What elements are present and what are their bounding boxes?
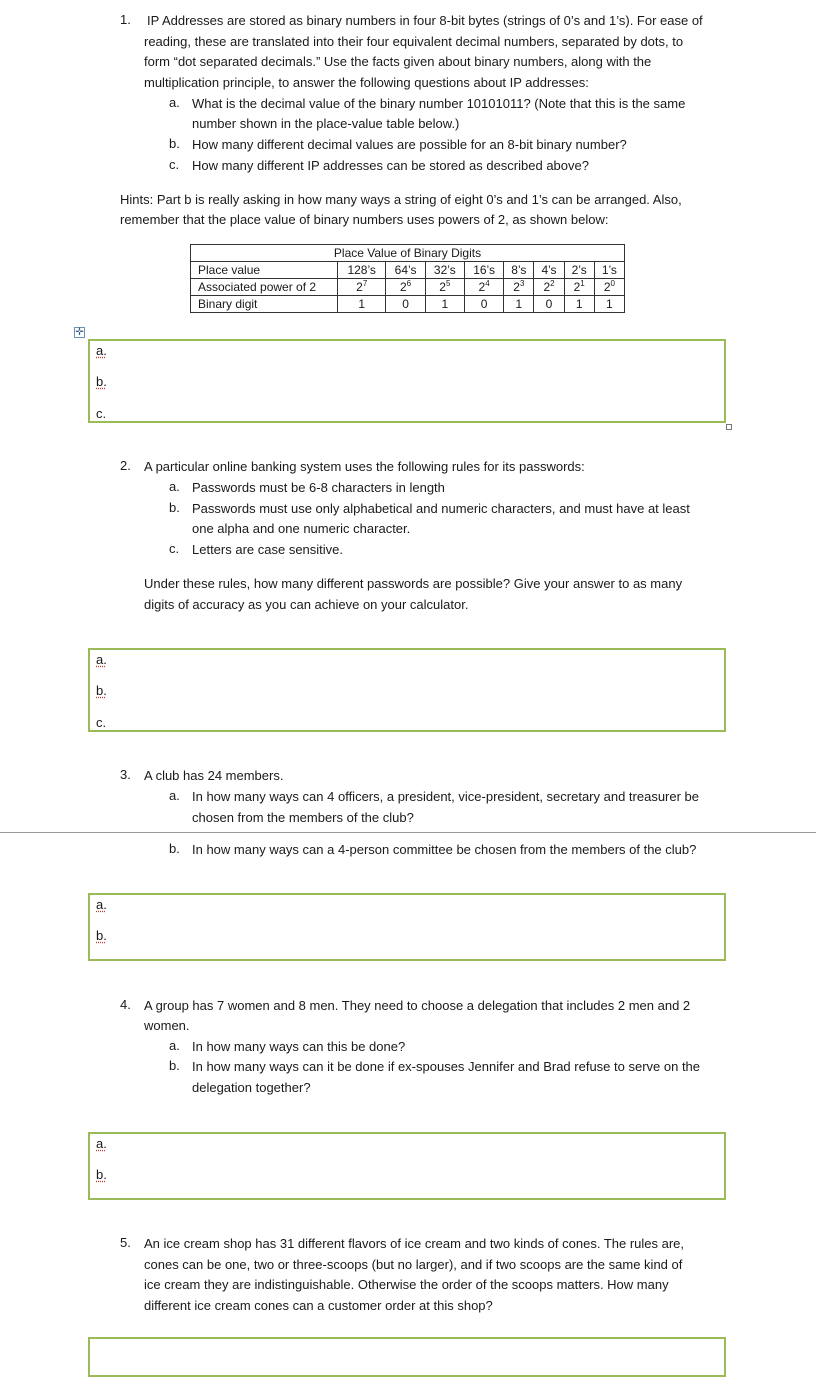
table-cell: 1’s (594, 262, 624, 279)
answer-label: b. (96, 928, 107, 943)
question-text-line: reading, these are translated into their four equivalent decimal numbers, separated by dots, to (144, 34, 684, 49)
part-text-line: In how many ways can 4 officers, a president, vice-president, secretary and treasurer be (192, 789, 700, 804)
part-letter: a. (169, 1038, 180, 1053)
table-cell: 8’s (504, 262, 534, 279)
table-cell: 1 (594, 296, 624, 313)
table-move-handle-icon[interactable]: ✛ (75, 327, 84, 338)
row-label: Place value (191, 262, 338, 279)
question-text-line: IP Addresses are stored as binary numbers in four 8-bit bytes (strings of 0’s and 1’s). For ease of (147, 13, 703, 28)
question-number: 2. (120, 458, 131, 473)
part-letter: b. (169, 1058, 180, 1073)
question-text-line: different ice cream cones can a customer order at this shop? (144, 1298, 493, 1313)
hint-text-line: remember that the place value of binary numbers uses powers of 2, as shown below: (120, 212, 609, 227)
row-label: Binary digit (191, 296, 338, 313)
part-text-line: number shown in the place-value table below.) (192, 116, 460, 131)
answer-box-1[interactable] (88, 339, 726, 423)
answer-box-5[interactable] (88, 1337, 726, 1377)
answer-box-2[interactable] (88, 648, 726, 732)
part-letter: a. (169, 479, 180, 494)
table-cell: 2’s (564, 262, 594, 279)
answer-label: b. (96, 1167, 107, 1182)
resize-handle-icon[interactable] (726, 424, 732, 430)
part-text-line: How many different IP addresses can be stored as described above? (192, 158, 589, 173)
answer-label: a. (96, 897, 107, 912)
table-cell: $2^2$ (534, 279, 564, 296)
question-text-line: multiplication principle, to answer the following questions about IP addresses: (144, 75, 589, 90)
part-letter: c. (169, 541, 180, 556)
part-text-line: Letters are case sensitive. (192, 542, 344, 557)
part-letter: b. (169, 500, 180, 515)
part-text-line: In how many ways can a 4-person committee be chosen from the members of the club? (192, 842, 697, 857)
table-cell: $2^7$ (338, 279, 386, 296)
part-text-line: chosen from the members of the club? (192, 810, 414, 825)
table-cell: 1 (504, 296, 534, 313)
answer-label: a. (96, 652, 107, 667)
question-followup-line: digits of accuracy as you can achieve on your calculator. (144, 597, 469, 612)
table-cell: 32’s (425, 262, 464, 279)
question-number: 4. (120, 997, 131, 1012)
question-number: 5. (120, 1235, 131, 1250)
table-cell: 0 (464, 296, 503, 313)
part-text-line: Passwords must use only alphabetical and numeric characters, and must have at least (192, 501, 690, 516)
question-number: 3. (120, 767, 131, 782)
table-cell: $2^0$ (594, 279, 624, 296)
part-text-line: delegation together? (192, 1080, 311, 1095)
part-text-line: How many different decimal values are possible for an 8-bit binary number? (192, 137, 627, 152)
question-followup-line: Under these rules, how many different passwords are possible? Give your answer to as many (144, 576, 683, 591)
table-row-power (191, 279, 625, 296)
question-text-line: A club has 24 members. (144, 768, 284, 783)
part-text-line: Passwords must be 6-8 characters in length (192, 480, 445, 495)
table-cell: 16’s (464, 262, 503, 279)
answer-label: a. (96, 1136, 107, 1151)
question-text-line: An ice cream shop has 31 different flavors of ice cream and two kinds of cones. The rules are, (144, 1236, 685, 1251)
answer-box-3[interactable] (88, 893, 726, 961)
answer-label: c. (96, 406, 107, 421)
part-text-line: In how many ways can this be done? (192, 1039, 406, 1054)
table-cell: $2^6$ (386, 279, 425, 296)
table-cell: $2^5$ (425, 279, 464, 296)
table-row-binary-digit (191, 296, 625, 313)
table-cell: $2^1$ (564, 279, 594, 296)
table-cell: $2^3$ (504, 279, 534, 296)
answer-label: b. (96, 374, 107, 389)
table-cell: 4’s (534, 262, 564, 279)
table-row-place-value (191, 262, 625, 279)
row-label: Associated power of 2 (191, 279, 338, 296)
question-text-line: ice cream they are indistinguishable. Otherwise the order of the scoops matters. How many (144, 1277, 669, 1292)
part-letter: b. (169, 136, 180, 151)
table-cell: 1 (425, 296, 464, 313)
answer-label: b. (96, 683, 107, 698)
question-text-line: form “dot separated decimals.” Use the facts given about binary numbers, along with the (144, 54, 652, 69)
part-letter: a. (169, 95, 180, 110)
table-cell: 1 (338, 296, 386, 313)
page-break-divider (0, 832, 816, 833)
hint-text-line: Hints: Part b is really asking in how many ways a string of eight 0’s and 1’s can be arranged. Also, (120, 192, 682, 207)
part-text-line: What is the decimal value of the binary number 10101011? (Note that this is the same (192, 96, 686, 111)
place-value-table (190, 244, 625, 313)
question-text-line: women. (144, 1018, 190, 1033)
table-cell: 1 (564, 296, 594, 313)
question-text-line: A particular online banking system uses the following rules for its passwords: (144, 459, 585, 474)
table-cell: 128’s (338, 262, 386, 279)
question-text-line: cones can be one, two or three-scoops (but no larger), and if two scoops are the same kind of (144, 1257, 683, 1272)
part-text-line: In how many ways can it be done if ex-spouses Jennifer and Brad refuse to serve on the (192, 1059, 701, 1074)
question-text-line: A group has 7 women and 8 men. They need to choose a delegation that includes 2 men and 2 (144, 998, 691, 1013)
answer-label: a. (96, 343, 107, 358)
part-text-line: one alpha and one numeric character. (192, 521, 411, 536)
table-cell: 0 (386, 296, 425, 313)
part-letter: c. (169, 157, 180, 172)
table-cell: 64’s (386, 262, 425, 279)
answer-box-4[interactable] (88, 1132, 726, 1200)
table-cell: $2^4$ (464, 279, 503, 296)
table-caption: Place Value of Binary Digits (191, 245, 625, 262)
table-cell: 0 (534, 296, 564, 313)
answer-label: c. (96, 715, 107, 730)
part-letter: a. (169, 788, 180, 803)
part-letter: b. (169, 841, 180, 856)
question-number: 1. (120, 12, 131, 27)
